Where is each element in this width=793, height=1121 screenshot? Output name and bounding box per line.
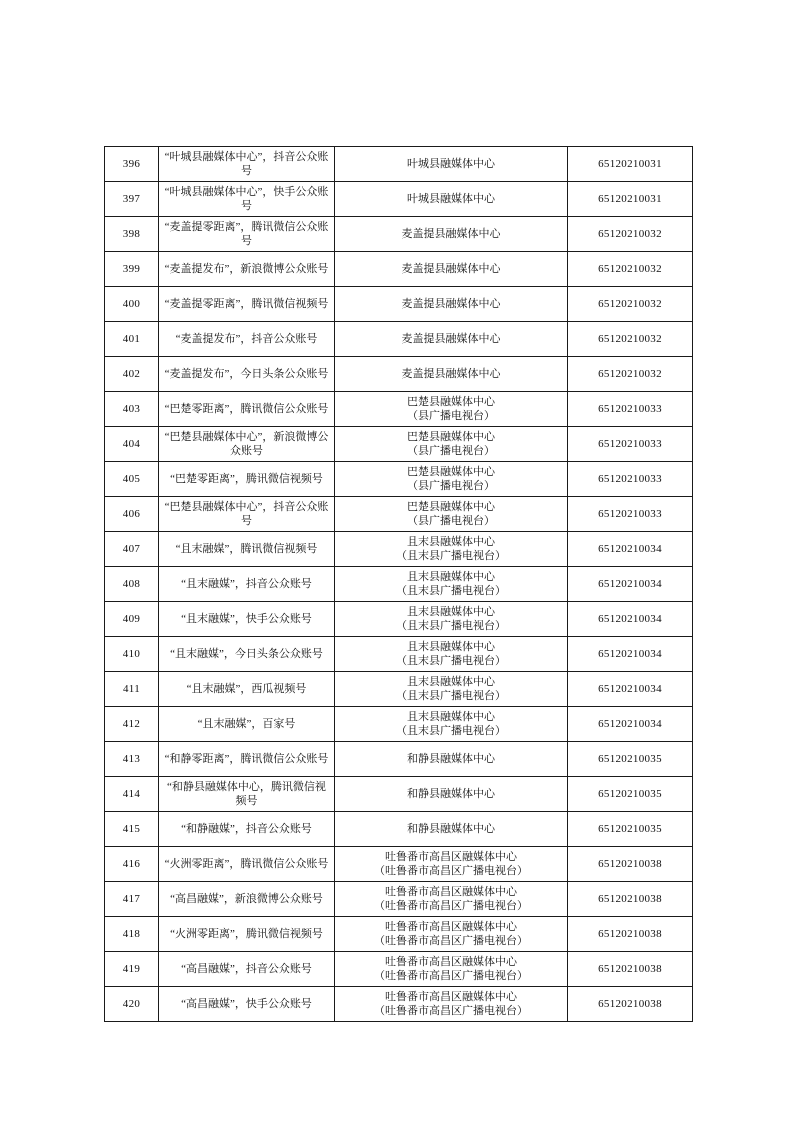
table-row	[105, 567, 693, 602]
row-number: 412	[122, 718, 141, 730]
organization-cell	[335, 952, 568, 987]
row-number: 396	[122, 158, 141, 170]
organization-cell	[335, 147, 568, 182]
organization-name: 巴楚县融媒体中心	[407, 466, 495, 478]
organization-name: 且末县融媒体中心	[407, 571, 495, 583]
row-number: 420	[122, 998, 141, 1010]
license-number: 65120210035	[598, 823, 662, 835]
account-name-cell	[159, 427, 335, 462]
license-number: 65120210038	[598, 998, 662, 1010]
license-number: 65120210038	[598, 928, 662, 940]
account-name: “且末融媒”，西瓜视频号	[186, 683, 307, 695]
row-number-cell	[105, 777, 159, 812]
row-number-cell	[105, 882, 159, 917]
organization-alias: （且末县广播电视台）	[396, 550, 506, 562]
row-number: 410	[122, 648, 141, 660]
row-number-cell	[105, 427, 159, 462]
license-number: 65120210034	[598, 543, 662, 555]
license-number-cell	[568, 427, 693, 462]
organization-name: 且末县融媒体中心	[407, 711, 495, 723]
account-name: “麦盖提零距离”，腾讯微信公众账号	[164, 221, 329, 247]
account-name-cell	[159, 567, 335, 602]
license-number-cell	[568, 532, 693, 567]
row-number: 404	[122, 438, 141, 450]
license-number: 65120210038	[598, 963, 662, 975]
organization-cell	[335, 637, 568, 672]
account-name: “麦盖提发布”，新浪微博公众账号	[164, 263, 329, 275]
account-name: “和静融媒”，抖音公众账号	[181, 823, 312, 835]
account-name-cell	[159, 812, 335, 847]
account-name-cell	[159, 602, 335, 637]
row-number-cell	[105, 672, 159, 707]
account-name-cell	[159, 777, 335, 812]
row-number: 397	[122, 193, 141, 205]
license-number: 65120210031	[598, 193, 662, 205]
organization-cell	[335, 917, 568, 952]
license-number-cell	[568, 217, 693, 252]
account-name-cell	[159, 462, 335, 497]
organization-cell	[335, 987, 568, 1022]
organization-cell	[335, 462, 568, 497]
account-name-cell	[159, 707, 335, 742]
license-number-cell	[568, 847, 693, 882]
license-number: 65120210038	[598, 858, 662, 870]
media-account-registry-table	[104, 146, 693, 1022]
license-number: 65120210034	[598, 613, 662, 625]
organization-cell	[335, 287, 568, 322]
table-row	[105, 812, 693, 847]
license-number-cell	[568, 812, 693, 847]
license-number: 65120210032	[598, 333, 662, 345]
row-number-cell	[105, 987, 159, 1022]
organization-cell	[335, 847, 568, 882]
account-name: “火洲零距离”，腾讯微信公众账号	[164, 858, 329, 870]
organization-cell	[335, 567, 568, 602]
account-name-cell	[159, 252, 335, 287]
license-number-cell	[568, 637, 693, 672]
account-name: “叶城县融媒体中心”，抖音公众账号	[164, 151, 329, 177]
row-number-cell	[105, 252, 159, 287]
license-number-cell	[568, 952, 693, 987]
row-number: 409	[122, 613, 141, 625]
organization-alias: （吐鲁番市高昌区广播电视台）	[374, 970, 528, 982]
account-name: “和静零距离”，腾讯微信公众账号	[164, 753, 329, 765]
table-row	[105, 427, 693, 462]
organization-alias: （县广播电视台）	[407, 480, 495, 492]
account-name-cell	[159, 497, 335, 532]
license-number-cell	[568, 392, 693, 427]
organization-name: 吐鲁番市高昌区融媒体中心	[385, 851, 517, 863]
row-number: 414	[122, 788, 141, 800]
license-number: 65120210032	[598, 368, 662, 380]
account-name-cell	[159, 217, 335, 252]
row-number: 405	[122, 473, 141, 485]
organization-cell	[335, 217, 568, 252]
organization-name: 麦盖提县融媒体中心	[401, 228, 501, 240]
account-name-cell	[159, 637, 335, 672]
license-number: 65120210031	[598, 158, 662, 170]
license-number: 65120210032	[598, 298, 662, 310]
row-number-cell	[105, 707, 159, 742]
row-number-cell	[105, 602, 159, 637]
organization-cell	[335, 322, 568, 357]
table-row	[105, 777, 693, 812]
account-name-cell	[159, 917, 335, 952]
row-number-cell	[105, 532, 159, 567]
row-number: 401	[122, 333, 141, 345]
organization-name: 吐鲁番市高昌区融媒体中心	[385, 991, 517, 1003]
row-number-cell	[105, 182, 159, 217]
table-body	[105, 147, 693, 1022]
account-name-cell	[159, 742, 335, 777]
account-name: “且末融媒”，百家号	[197, 718, 296, 730]
table-row	[105, 182, 693, 217]
row-number: 407	[122, 543, 141, 555]
account-name-cell	[159, 357, 335, 392]
license-number-cell	[568, 567, 693, 602]
license-number: 65120210035	[598, 753, 662, 765]
account-name: “且末融媒”，今日头条公众账号	[170, 648, 323, 660]
row-number-cell	[105, 567, 159, 602]
account-name-cell	[159, 147, 335, 182]
organization-name: 且末县融媒体中心	[407, 676, 495, 688]
account-name: “叶城县融媒体中心”，快手公众账号	[164, 186, 329, 212]
row-number: 419	[122, 963, 141, 975]
account-name: “巴楚零距离”，腾讯微信公众账号	[164, 403, 329, 415]
account-name: “高昌融媒”，抖音公众账号	[181, 963, 312, 975]
license-number-cell	[568, 287, 693, 322]
account-name: “麦盖提发布”，今日头条公众账号	[164, 368, 329, 380]
license-number-cell	[568, 497, 693, 532]
organization-name: 和静县融媒体中心	[407, 788, 495, 800]
row-number-cell	[105, 952, 159, 987]
row-number-cell	[105, 392, 159, 427]
account-name: “和静县融媒体中心，腾讯微信视频号	[167, 781, 326, 807]
organization-name: 吐鲁番市高昌区融媒体中心	[385, 956, 517, 968]
table-row	[105, 147, 693, 182]
account-name: “且末融媒”，快手公众账号	[181, 613, 312, 625]
organization-cell	[335, 182, 568, 217]
account-name: “高昌融媒”，快手公众账号	[181, 998, 312, 1010]
organization-cell	[335, 602, 568, 637]
license-number: 65120210033	[598, 473, 662, 485]
organization-alias: （且末县广播电视台）	[396, 655, 506, 667]
account-name-cell	[159, 952, 335, 987]
license-number: 65120210035	[598, 788, 662, 800]
row-number-cell	[105, 322, 159, 357]
table-row	[105, 357, 693, 392]
row-number-cell	[105, 287, 159, 322]
account-name: “巴楚零距离”，腾讯微信视频号	[170, 473, 323, 485]
account-name: “高昌融媒”，新浪微博公众账号	[170, 893, 323, 905]
row-number: 418	[122, 928, 141, 940]
license-number: 65120210033	[598, 403, 662, 415]
organization-name: 和静县融媒体中心	[407, 753, 495, 765]
organization-alias: （且末县广播电视台）	[396, 725, 506, 737]
row-number: 406	[122, 508, 141, 520]
row-number-cell	[105, 147, 159, 182]
table-row	[105, 532, 693, 567]
account-name-cell	[159, 322, 335, 357]
row-number: 408	[122, 578, 141, 590]
license-number-cell	[568, 882, 693, 917]
organization-cell	[335, 882, 568, 917]
license-number-cell	[568, 462, 693, 497]
license-number-cell	[568, 777, 693, 812]
license-number-cell	[568, 147, 693, 182]
license-number: 65120210033	[598, 438, 662, 450]
table-row	[105, 952, 693, 987]
license-number: 65120210034	[598, 683, 662, 695]
row-number: 402	[122, 368, 141, 380]
license-number: 65120210034	[598, 578, 662, 590]
license-number-cell	[568, 742, 693, 777]
organization-name: 且末县融媒体中心	[407, 536, 495, 548]
organization-name: 麦盖提县融媒体中心	[401, 333, 501, 345]
organization-name: 麦盖提县融媒体中心	[401, 263, 501, 275]
table-row	[105, 602, 693, 637]
table-row	[105, 707, 693, 742]
license-number: 65120210032	[598, 228, 662, 240]
license-number-cell	[568, 602, 693, 637]
organization-alias: （吐鲁番市高昌区广播电视台）	[374, 935, 528, 947]
organization-name: 麦盖提县融媒体中心	[401, 298, 501, 310]
row-number: 399	[122, 263, 141, 275]
license-number-cell	[568, 672, 693, 707]
organization-name: 巴楚县融媒体中心	[407, 396, 495, 408]
organization-alias: （吐鲁番市高昌区广播电视台）	[374, 865, 528, 877]
row-number-cell	[105, 742, 159, 777]
organization-name: 巴楚县融媒体中心	[407, 431, 495, 443]
organization-cell	[335, 392, 568, 427]
account-name-cell	[159, 672, 335, 707]
organization-cell	[335, 707, 568, 742]
row-number-cell	[105, 812, 159, 847]
table-row	[105, 217, 693, 252]
account-name: “且末融媒”，腾讯微信视频号	[175, 543, 318, 555]
account-name: “火洲零距离”，腾讯微信视频号	[170, 928, 323, 940]
organization-name: 吐鲁番市高昌区融媒体中心	[385, 886, 517, 898]
organization-cell	[335, 427, 568, 462]
license-number-cell	[568, 707, 693, 742]
organization-name: 巴楚县融媒体中心	[407, 501, 495, 513]
table-row	[105, 287, 693, 322]
organization-cell	[335, 497, 568, 532]
account-name: “且末融媒”，抖音公众账号	[181, 578, 312, 590]
license-number: 65120210033	[598, 508, 662, 520]
organization-alias: （吐鲁番市高昌区广播电视台）	[374, 1005, 528, 1017]
row-number-cell	[105, 637, 159, 672]
organization-name: 且末县融媒体中心	[407, 606, 495, 618]
row-number-cell	[105, 357, 159, 392]
organization-name: 叶城县融媒体中心	[407, 158, 495, 170]
table-row	[105, 672, 693, 707]
organization-alias: （且末县广播电视台）	[396, 690, 506, 702]
row-number: 398	[122, 228, 141, 240]
organization-name: 吐鲁番市高昌区融媒体中心	[385, 921, 517, 933]
organization-name: 且末县融媒体中心	[407, 641, 495, 653]
table-row	[105, 637, 693, 672]
license-number: 65120210038	[598, 893, 662, 905]
table-row	[105, 847, 693, 882]
organization-cell	[335, 252, 568, 287]
account-name-cell	[159, 847, 335, 882]
row-number: 417	[122, 893, 141, 905]
account-name-cell	[159, 882, 335, 917]
row-number-cell	[105, 917, 159, 952]
table-row	[105, 462, 693, 497]
license-number-cell	[568, 182, 693, 217]
account-name: “巴楚县融媒体中心”，新浪微博公众账号	[164, 431, 329, 457]
row-number-cell	[105, 497, 159, 532]
organization-alias: （县广播电视台）	[407, 410, 495, 422]
account-name-cell	[159, 987, 335, 1022]
license-number: 65120210032	[598, 263, 662, 275]
row-number: 413	[122, 753, 141, 765]
row-number: 400	[122, 298, 141, 310]
table-row	[105, 322, 693, 357]
organization-cell	[335, 742, 568, 777]
row-number: 403	[122, 403, 141, 415]
row-number-cell	[105, 847, 159, 882]
organization-alias: （且末县广播电视台）	[396, 620, 506, 632]
table-row	[105, 987, 693, 1022]
table-row	[105, 252, 693, 287]
row-number: 416	[122, 858, 141, 870]
table-row	[105, 742, 693, 777]
organization-cell	[335, 357, 568, 392]
row-number-cell	[105, 217, 159, 252]
license-number-cell	[568, 252, 693, 287]
row-number: 411	[123, 683, 140, 695]
license-number: 65120210034	[598, 718, 662, 730]
license-number-cell	[568, 322, 693, 357]
table-row	[105, 392, 693, 427]
organization-cell	[335, 532, 568, 567]
account-name: “麦盖提发布”，抖音公众账号	[175, 333, 318, 345]
table-row	[105, 882, 693, 917]
account-name-cell	[159, 392, 335, 427]
license-number-cell	[568, 987, 693, 1022]
license-number-cell	[568, 917, 693, 952]
organization-name: 麦盖提县融媒体中心	[401, 368, 501, 380]
row-number-cell	[105, 462, 159, 497]
organization-alias: （且末县广播电视台）	[396, 585, 506, 597]
organization-alias: （吐鲁番市高昌区广播电视台）	[374, 900, 528, 912]
organization-cell	[335, 672, 568, 707]
license-number-cell	[568, 357, 693, 392]
organization-alias: （县广播电视台）	[407, 445, 495, 457]
table-row	[105, 917, 693, 952]
organization-name: 叶城县融媒体中心	[407, 193, 495, 205]
organization-alias: （县广播电视台）	[407, 515, 495, 527]
account-name-cell	[159, 287, 335, 322]
license-number: 65120210034	[598, 648, 662, 660]
account-name: “巴楚县融媒体中心”，抖音公众账号	[164, 501, 329, 527]
row-number: 415	[122, 823, 141, 835]
account-name-cell	[159, 182, 335, 217]
organization-cell	[335, 812, 568, 847]
organization-name: 和静县融媒体中心	[407, 823, 495, 835]
table-row	[105, 497, 693, 532]
account-name-cell	[159, 532, 335, 567]
account-name: “麦盖提零距离”，腾讯微信视频号	[164, 298, 329, 310]
organization-cell	[335, 777, 568, 812]
